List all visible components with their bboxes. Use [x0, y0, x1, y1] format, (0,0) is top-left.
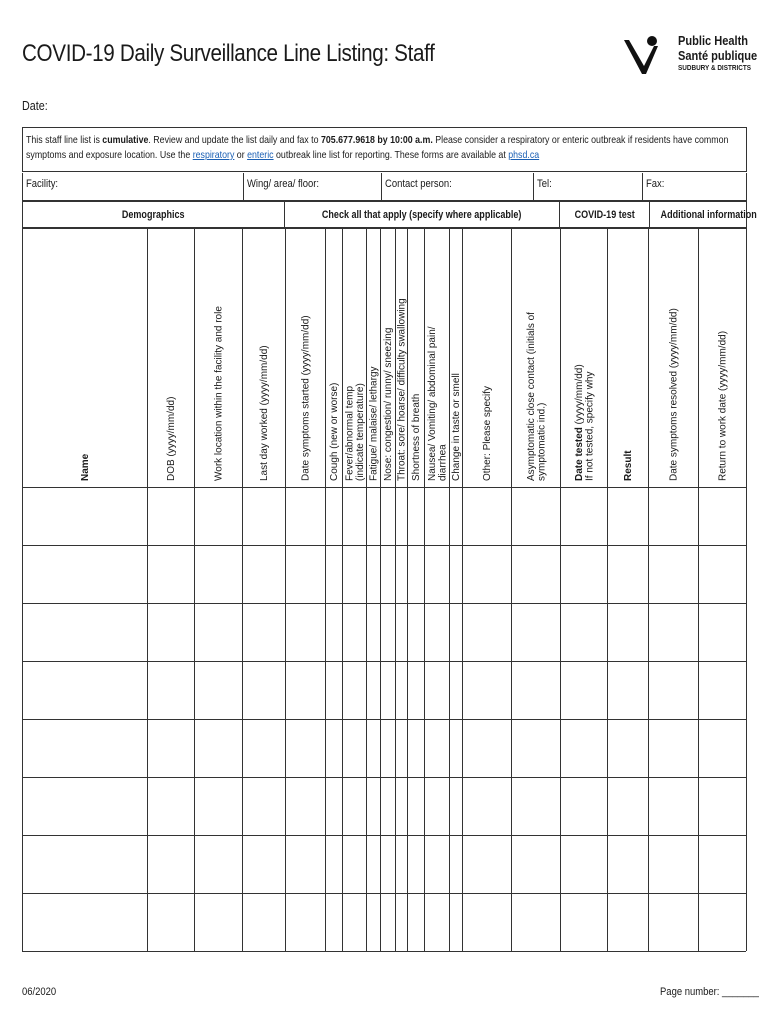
table-cell[interactable] [699, 894, 746, 951]
table-cell[interactable] [463, 604, 511, 661]
table-cell[interactable] [326, 546, 342, 603]
table-cell[interactable] [23, 894, 147, 951]
table-cell[interactable] [148, 604, 194, 661]
column-header [482, 386, 493, 481]
table-cell[interactable] [286, 894, 325, 951]
table-cell[interactable] [286, 662, 325, 719]
logo-line-3: SUDBURY & DISTRICTS [678, 63, 751, 72]
table-cell[interactable] [23, 778, 147, 835]
group-additional-info: Additional information [660, 209, 757, 221]
table-cell[interactable] [367, 604, 380, 661]
table-cell[interactable] [649, 662, 698, 719]
info-fax-number: 705.677.9618 by 10:00 a.m. [320, 134, 433, 146]
table-cell[interactable] [463, 546, 511, 603]
column-header-label: Nausea/ Vomiting/ abdominal pain/ [426, 326, 438, 481]
table-cell[interactable] [408, 546, 424, 603]
table-cell[interactable] [512, 836, 560, 893]
column-header [80, 453, 91, 481]
facility-field[interactable]: Facility: [23, 173, 244, 200]
table-cell[interactable] [425, 894, 449, 951]
column-header-label: Return to work date (yyyy/mm/dd) [717, 330, 729, 481]
column-header-label: Name [80, 453, 91, 481]
table-cell[interactable] [381, 778, 395, 835]
table-cell[interactable] [243, 546, 285, 603]
column-header-label: Date tested (yyyy/mm/dd) [573, 364, 585, 481]
table-cell[interactable] [343, 836, 366, 893]
info-text-5: outbreak line list for reporting. These forms are available at [273, 149, 509, 161]
table-cell[interactable] [148, 546, 194, 603]
table-cell[interactable] [148, 720, 194, 777]
table-cell[interactable] [608, 604, 648, 661]
table-cell[interactable] [243, 604, 285, 661]
table-cell[interactable] [649, 836, 698, 893]
column-header [214, 306, 225, 481]
table-cell[interactable] [367, 836, 380, 893]
table-cell[interactable] [195, 836, 242, 893]
table-cell[interactable] [367, 546, 380, 603]
table-cell[interactable] [326, 778, 342, 835]
table-cell[interactable] [195, 604, 242, 661]
table-cell[interactable] [243, 836, 285, 893]
phsd-link[interactable]: phsd.ca [508, 149, 540, 161]
column-header-label: Fever/abnormal temp [344, 385, 356, 481]
table-cell[interactable] [381, 604, 395, 661]
column-header-label: Other: Please specify [482, 385, 493, 481]
table-cell[interactable] [343, 604, 366, 661]
table-cell[interactable] [286, 836, 325, 893]
column-header [427, 326, 449, 481]
table-cell[interactable] [561, 836, 607, 893]
logo-line-2: Santé publique [678, 48, 758, 63]
table-cell[interactable] [148, 778, 194, 835]
column-header-label-line2: diarrhea [437, 444, 449, 481]
column-header-label: Asymptomatic close contact (initials of [525, 312, 537, 481]
table-cell[interactable] [148, 836, 194, 893]
group-covid-test: COVID-19 test [560, 202, 650, 228]
date-label: Date: [22, 99, 48, 113]
enteric-link[interactable]: enteric [247, 149, 274, 161]
table-cell[interactable] [396, 894, 407, 951]
table-cell[interactable] [450, 546, 462, 603]
table-cell[interactable] [608, 778, 648, 835]
table-cell[interactable] [450, 894, 462, 951]
column-header [623, 450, 634, 481]
column-header [369, 366, 380, 481]
column-header [451, 373, 462, 481]
table-cell[interactable] [195, 894, 242, 951]
column-header [259, 345, 270, 481]
table-cell[interactable] [243, 662, 285, 719]
table-cell[interactable] [195, 720, 242, 777]
column-header-label-line2: If not tested, specify why [584, 371, 596, 481]
table-cell[interactable] [343, 778, 366, 835]
fax-field[interactable]: Fax: [646, 178, 665, 190]
table-cell[interactable] [367, 720, 380, 777]
table-cell[interactable] [326, 604, 342, 661]
table-cell[interactable] [649, 546, 698, 603]
info-text-1: This staff line list is [26, 134, 103, 146]
table-cell[interactable] [396, 488, 407, 545]
table-cell[interactable] [512, 488, 560, 545]
table-cell[interactable] [649, 894, 698, 951]
table-cell[interactable] [608, 720, 648, 777]
column-header-label: Change in taste or smell [451, 373, 462, 481]
table-cell[interactable] [381, 836, 395, 893]
page-number: Page number: _______ [660, 986, 759, 998]
table-cell[interactable] [23, 546, 147, 603]
column-header-label-line2: (indicate temperature) [354, 383, 366, 481]
table-cell[interactable] [343, 546, 366, 603]
table-cell[interactable] [195, 778, 242, 835]
info-text-4: or [234, 149, 248, 161]
table-cell[interactable] [243, 894, 285, 951]
column-header [397, 298, 408, 481]
column-header-label: Result [623, 450, 634, 481]
table-cell[interactable] [396, 662, 407, 719]
table-cell[interactable] [649, 488, 698, 545]
table-cell[interactable] [463, 488, 511, 545]
table-cell[interactable] [408, 488, 424, 545]
table-cell[interactable] [608, 836, 648, 893]
table-cell[interactable] [425, 778, 449, 835]
table-cell[interactable] [367, 778, 380, 835]
table-cell[interactable] [450, 604, 462, 661]
page-title: COVID-19 Daily Surveillance Line Listing: Staff [22, 40, 435, 67]
tel-field[interactable]: Tel: [534, 173, 643, 200]
table-cell[interactable] [649, 604, 698, 661]
table-cell[interactable] [243, 720, 285, 777]
table-cell[interactable] [699, 662, 746, 719]
table-cell[interactable] [367, 894, 380, 951]
table-cell[interactable] [343, 720, 366, 777]
table-cell[interactable] [23, 604, 147, 661]
table-cell[interactable] [148, 662, 194, 719]
table-cell[interactable] [343, 894, 366, 951]
table-cell[interactable] [699, 778, 746, 835]
table-cell[interactable] [699, 604, 746, 661]
table-cell[interactable] [512, 546, 560, 603]
respiratory-link[interactable]: respiratory [192, 149, 235, 161]
contact-person-field[interactable]: Contact person: [382, 173, 534, 200]
table-cell[interactable] [243, 778, 285, 835]
column-header [411, 394, 422, 481]
table-cell[interactable] [561, 604, 607, 661]
table-cell[interactable] [608, 894, 648, 951]
column-header-label: Fatigue/ malaise/ lethargy [368, 366, 380, 481]
table-cell[interactable] [408, 604, 424, 661]
column-header-label-line2: symptomatic ind.) [536, 402, 548, 481]
column-header-label: DOB (yyyy/mm/dd) [166, 396, 177, 481]
table-cell[interactable] [425, 488, 449, 545]
table-cell[interactable] [408, 662, 424, 719]
column-header-label: Date symptoms resolved (yyyy/mm/dd) [668, 308, 680, 481]
table-cell[interactable] [343, 488, 366, 545]
table-cell[interactable] [23, 662, 147, 719]
table-cell[interactable] [608, 488, 648, 545]
table-cell[interactable] [326, 488, 342, 545]
column-header-label: Cough (new or worse) [329, 382, 340, 481]
table-cell[interactable] [561, 720, 607, 777]
table-cell[interactable] [463, 836, 511, 893]
table-cell[interactable] [512, 894, 560, 951]
table-cell[interactable] [425, 662, 449, 719]
table-cell[interactable] [512, 778, 560, 835]
table-cell[interactable] [649, 778, 698, 835]
table-cell[interactable] [367, 488, 380, 545]
column-header [718, 331, 729, 481]
logo-line-1: Public Health [678, 33, 749, 48]
table-cell[interactable] [450, 720, 462, 777]
table-cell[interactable] [512, 604, 560, 661]
table-cell[interactable] [561, 546, 607, 603]
table-cell[interactable] [425, 604, 449, 661]
table-cell[interactable] [396, 604, 407, 661]
table-cell[interactable] [326, 836, 342, 893]
table-cell[interactable] [396, 836, 407, 893]
table-cell[interactable] [286, 778, 325, 835]
table-cell[interactable] [286, 488, 325, 545]
group-demographics: Demographics [23, 202, 285, 228]
table-cell[interactable] [699, 836, 746, 893]
table-cell[interactable] [450, 778, 462, 835]
table-cell[interactable] [326, 720, 342, 777]
table-cell[interactable] [561, 894, 607, 951]
table-cell[interactable] [23, 836, 147, 893]
table-cell[interactable] [195, 546, 242, 603]
table-cell[interactable] [408, 894, 424, 951]
column-header [526, 312, 548, 481]
column-header-label: Last day worked (yyyy/mm/dd) [259, 345, 270, 481]
table-cell[interactable] [608, 546, 648, 603]
table-cell[interactable] [699, 546, 746, 603]
table-cell[interactable] [381, 894, 395, 951]
column-header-label: Shortness of breath [411, 393, 422, 481]
table-cell[interactable] [381, 546, 395, 603]
table-cell[interactable] [425, 720, 449, 777]
table-cell[interactable] [396, 778, 407, 835]
table-cell[interactable] [326, 662, 342, 719]
column-header [383, 328, 394, 481]
table-cell[interactable] [381, 488, 395, 545]
table-cell[interactable] [699, 488, 746, 545]
table-cell[interactable] [286, 720, 325, 777]
table-cell[interactable] [195, 488, 242, 545]
table-cell[interactable] [381, 720, 395, 777]
table-cell[interactable] [148, 488, 194, 545]
table-cell[interactable] [561, 488, 607, 545]
table-cell[interactable] [512, 720, 560, 777]
column-header [301, 315, 312, 481]
table-cell[interactable] [286, 546, 325, 603]
table-cell[interactable] [561, 662, 607, 719]
info-text-2: . Review and update the list daily and fax to [148, 134, 321, 146]
table-cell[interactable] [23, 488, 147, 545]
table-cell[interactable] [463, 662, 511, 719]
table-cell[interactable] [243, 488, 285, 545]
table-cell[interactable] [425, 836, 449, 893]
column-header [166, 397, 177, 481]
table-cell[interactable] [463, 894, 511, 951]
table-cell[interactable] [408, 778, 424, 835]
table-cell[interactable] [408, 720, 424, 777]
table-cell[interactable] [286, 604, 325, 661]
table-cell[interactable] [148, 894, 194, 951]
table-cell[interactable] [463, 720, 511, 777]
group-check-all: Check all that apply (specify where applicable) [285, 202, 560, 228]
wing-field[interactable]: Wing/ area/ floor: [244, 173, 382, 200]
table-cell[interactable] [367, 662, 380, 719]
table-cell[interactable] [463, 778, 511, 835]
table-cell[interactable] [326, 894, 342, 951]
table-cell[interactable] [561, 778, 607, 835]
table-cell[interactable] [649, 720, 698, 777]
table-cell[interactable] [396, 720, 407, 777]
column-header [329, 383, 340, 481]
table-cell[interactable] [450, 662, 462, 719]
info-text-3: Please consider a respiratory or enteric outbreak if residents have common symptoms and exposure location. Use the [26, 134, 729, 161]
table-cell[interactable] [450, 488, 462, 545]
column-header-label: Nose: congestion/ runny/ sneezing [383, 327, 394, 481]
table-cell[interactable] [195, 662, 242, 719]
table-cell[interactable] [381, 662, 395, 719]
table-cell[interactable] [396, 546, 407, 603]
table-cell[interactable] [343, 662, 366, 719]
column-header-label: Work location within the facility and role [213, 306, 225, 481]
table-cell[interactable] [23, 720, 147, 777]
table-cell[interactable] [408, 836, 424, 893]
table-cell[interactable] [425, 546, 449, 603]
column-header-label: Throat: sore/ hoarse/ difficulty swallowing [396, 298, 408, 481]
table-cell[interactable] [608, 662, 648, 719]
table-cell[interactable] [450, 836, 462, 893]
column-header [669, 308, 680, 481]
info-cumulative: cumulative [102, 134, 149, 146]
column-header [574, 364, 596, 481]
table-cell[interactable] [699, 720, 746, 777]
table-cell[interactable] [512, 662, 560, 719]
form-version: 06/2020 [22, 986, 57, 998]
column-header-label: Date symptoms started (yyyy/mm/dd) [300, 315, 312, 481]
column-header [344, 383, 366, 481]
